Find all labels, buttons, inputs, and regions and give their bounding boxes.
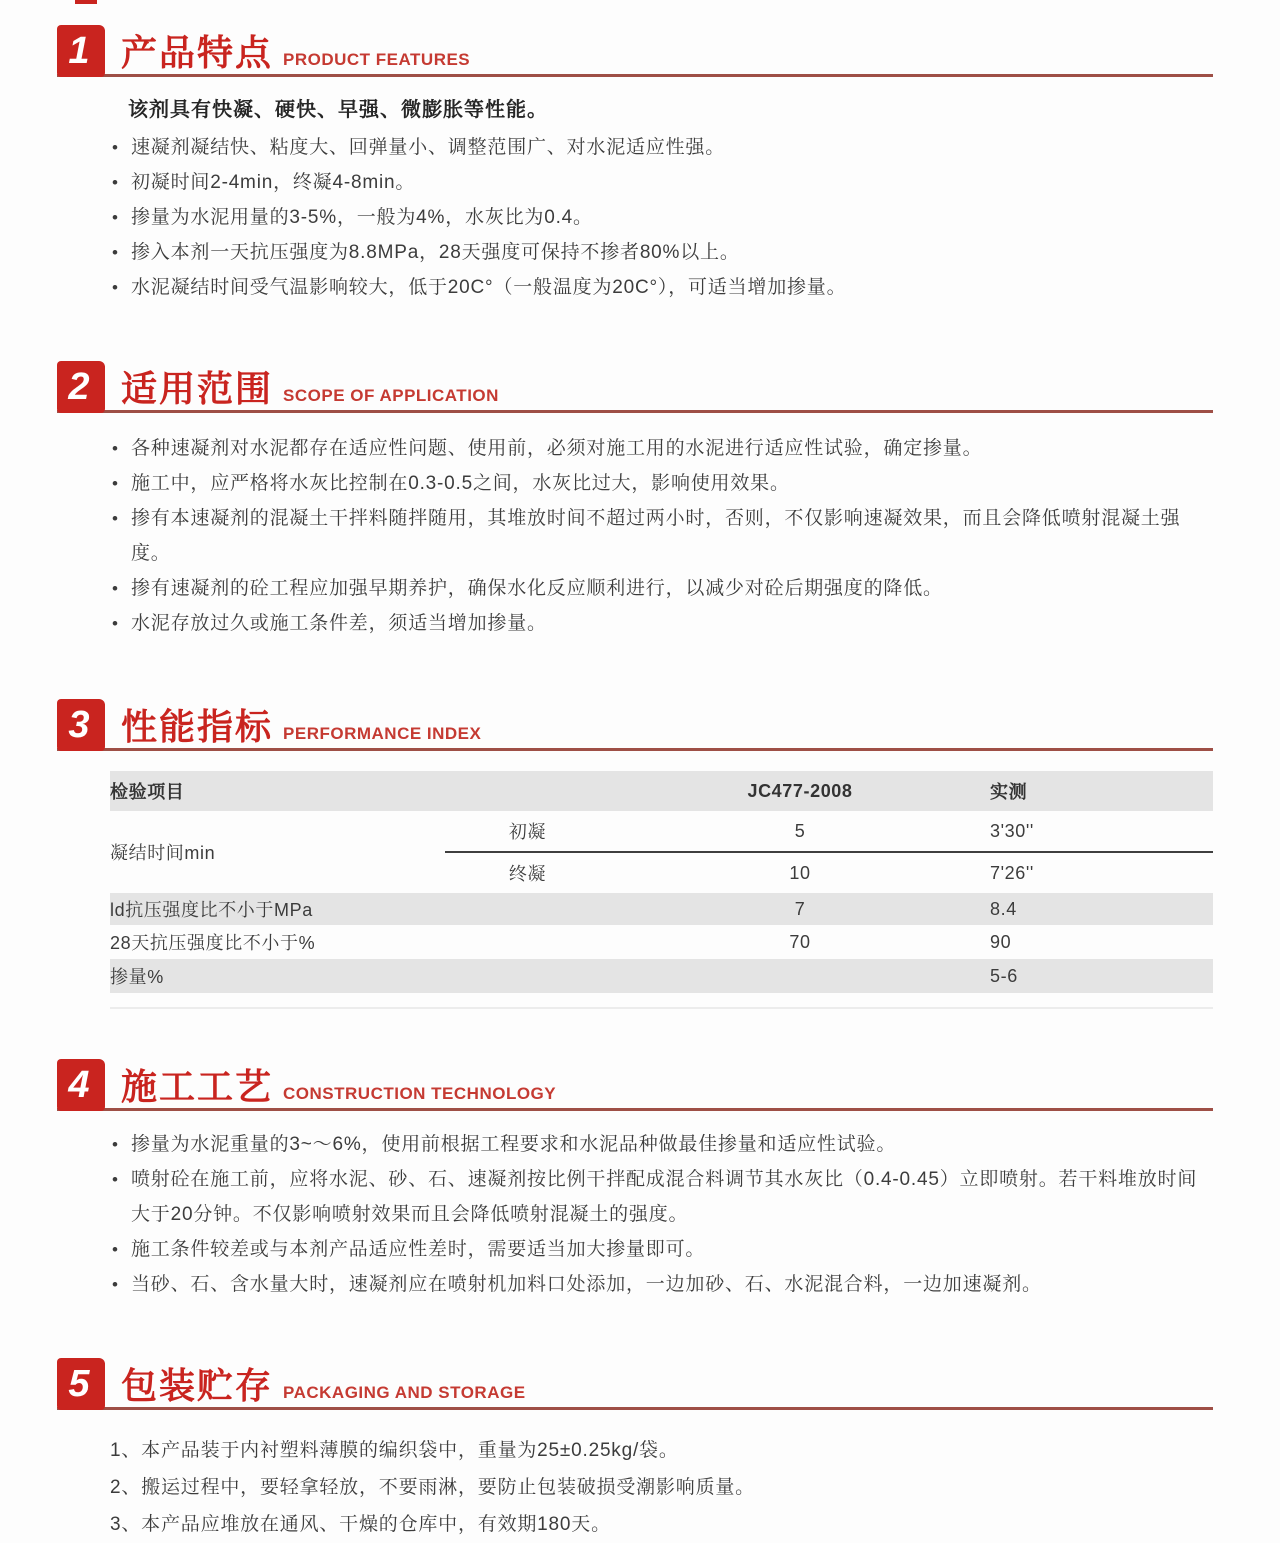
- section-3-title-cn: 性能指标: [121, 706, 274, 747]
- final-setting-label-cell: 终凝: [508, 864, 547, 884]
- list-item: • 掺量为水泥用量的3-5%，一般为4%，水灰比为0.4。: [112, 200, 1216, 235]
- compressive-1d-label-cell: ld抗压强度比不小于MPa: [110, 893, 445, 925]
- section-2-bullet-list: [0, 431, 1280, 641]
- final-setting-measured-cell: 7'26'': [990, 862, 1034, 883]
- section-3-title-en: PERFORMANCE INDEX: [283, 724, 482, 743]
- list-item: 1、本产品装于内衬塑料薄膜的编织袋中，重量为25±0.25kg/袋。: [110, 1440, 679, 1461]
- list-item: 2、搬运过程中，要轻拿轻放，不要雨淋，要防止包装破损受潮影响质量。: [110, 1477, 755, 1498]
- page-top-red-fragment: [75, 0, 97, 4]
- section-2-header: [57, 361, 1213, 413]
- list-item: • 初凝时间2-4min，终凝4-8min。: [112, 165, 1216, 200]
- compressive-1d-measured-cell: 8.4: [990, 893, 1213, 925]
- section-3-number-badge: 3: [57, 699, 105, 751]
- table-header-measured: 实测: [990, 771, 1213, 811]
- table-header-empty: [445, 771, 610, 811]
- final-setting-standard-cell: 10: [789, 862, 811, 883]
- dosage-measured-cell: 5-6: [990, 959, 1213, 993]
- list-item: • 掺量为水泥重量的3~～6%，使用前根据工程要求和水泥品种做最佳掺量和适应性试验。: [112, 1127, 1216, 1162]
- initial-setting-label-cell: 初凝: [445, 811, 610, 852]
- section-4-number-badge: 4: [57, 1059, 105, 1111]
- list-item: • 掺有本速凝剂的混凝土干拌料随拌随用，其堆放时间不超过两小时，否则，不仅影响速凝效果，而且会降低喷射混凝土强度。: [112, 501, 1216, 571]
- list-item: • 水泥凝结时间受气温影响较大，低于20C°（一般温度为20C°），可适当增加掺量。: [112, 270, 1216, 305]
- compressive-28d-standard-cell: 70: [789, 931, 811, 952]
- section-5-numbered-list: [110, 1432, 1216, 1543]
- section-1-title-cn: 产品特点: [121, 32, 274, 73]
- section-5-number-badge: 5: [57, 1358, 105, 1410]
- table-header-standard: JC477-2008: [610, 771, 990, 811]
- setting-time-label-cell: 凝结时间min: [110, 843, 216, 863]
- list-item: • 速凝剂凝结快、粘度大、回弹量小、调整范围广、对水泥适应性强。: [112, 130, 1216, 165]
- list-item: • 施工条件较差或与本剂产品适应性差时，需要适当加大掺量即可。: [112, 1232, 1216, 1267]
- section-construction-technology: [0, 1059, 1280, 1302]
- section-4-title-en: CONSTRUCTION TECHNOLOGY: [283, 1084, 557, 1103]
- section-4-header: [57, 1059, 1213, 1111]
- initial-setting-standard-cell: 5: [610, 811, 990, 852]
- section-product-features: [0, 25, 1280, 305]
- table-row: [110, 811, 1213, 852]
- table-row: [110, 959, 1213, 993]
- compressive-1d-standard-cell: 7: [610, 893, 990, 925]
- section-2-number-badge: 2: [57, 361, 105, 413]
- section-1-bullet-list: [0, 130, 1280, 305]
- section-1-title-en: PRODUCT FEATURES: [283, 50, 471, 69]
- list-item: • 掺有速凝剂的砼工程应加强早期养护，确保水化反应顺利进行，以减少对砼后期强度的降低。: [112, 571, 1216, 606]
- table-header-item: 检验项目: [110, 771, 445, 811]
- section-2-title-en: SCOPE OF APPLICATION: [283, 386, 499, 405]
- compressive-28d-label-cell: 28天抗压强度比不小于%: [110, 933, 316, 953]
- list-item: • 喷射砼在施工前，应将水泥、砂、石、速凝剂按比例干拌配成混合料调节其水灰比（0.4-0.45）立即喷射。若干料堆放时间大于20分钟。不仅影响喷射效果而且会降低喷射混凝土的强度。: [112, 1162, 1216, 1232]
- table-header-row: [110, 771, 1213, 811]
- dosage-label-cell: 掺量%: [110, 959, 445, 993]
- compressive-28d-measured-cell: 90: [990, 931, 1012, 952]
- section-4-title-cn: 施工工艺: [121, 1066, 274, 1107]
- section-5-header: [57, 1358, 1213, 1410]
- section-1-intro: 该剂具有快凝、硬快、早强、微膨胀等性能。: [128, 99, 548, 121]
- section-1-number-badge: 1: [57, 25, 105, 77]
- empty-cell: [445, 959, 610, 993]
- section-4-bullet-list: [0, 1127, 1280, 1302]
- dosage-standard-cell: [610, 959, 990, 993]
- table-bottom-rule: [110, 1007, 1213, 1009]
- performance-index-table: [110, 771, 1213, 993]
- list-item: • 掺入本剂一天抗压强度为8.8MPa，28天强度可保持不掺者80%以上。: [112, 235, 1216, 270]
- empty-cell: [445, 925, 610, 959]
- section-packaging-storage: [0, 1358, 1280, 1543]
- list-item: • 水泥存放过久或施工条件差，须适当增加掺量。: [112, 606, 1216, 641]
- table-row: [110, 893, 1213, 925]
- list-item: 3、本产品应堆放在通风、干燥的仓库中，有效期180天。: [110, 1514, 611, 1535]
- list-item: • 当砂、石、含水量大时，速凝剂应在喷射机加料口处添加，一边加砂、石、水泥混合料，一边加速凝剂。: [112, 1267, 1216, 1302]
- section-3-header: [57, 699, 1213, 751]
- section-2-title-cn: 适用范围: [121, 368, 274, 409]
- empty-cell: [445, 893, 610, 925]
- section-scope-of-application: [0, 361, 1280, 641]
- initial-setting-measured-cell: 3'30'': [990, 811, 1213, 852]
- section-5-title-cn: 包装贮存: [121, 1365, 274, 1406]
- section-5-title-en: PACKAGING AND STORAGE: [283, 1383, 526, 1402]
- section-performance-index: [0, 699, 1280, 1009]
- list-item: • 施工中，应严格将水灰比控制在0.3-0.5之间，水灰比过大，影响使用效果。: [112, 466, 1216, 501]
- section-1-header: [57, 25, 1213, 77]
- table-row: [110, 925, 1213, 959]
- list-item: • 各种速凝剂对水泥都存在适应性问题、使用前，必须对施工用的水泥进行适应性试验，确定掺量。: [112, 431, 1216, 466]
